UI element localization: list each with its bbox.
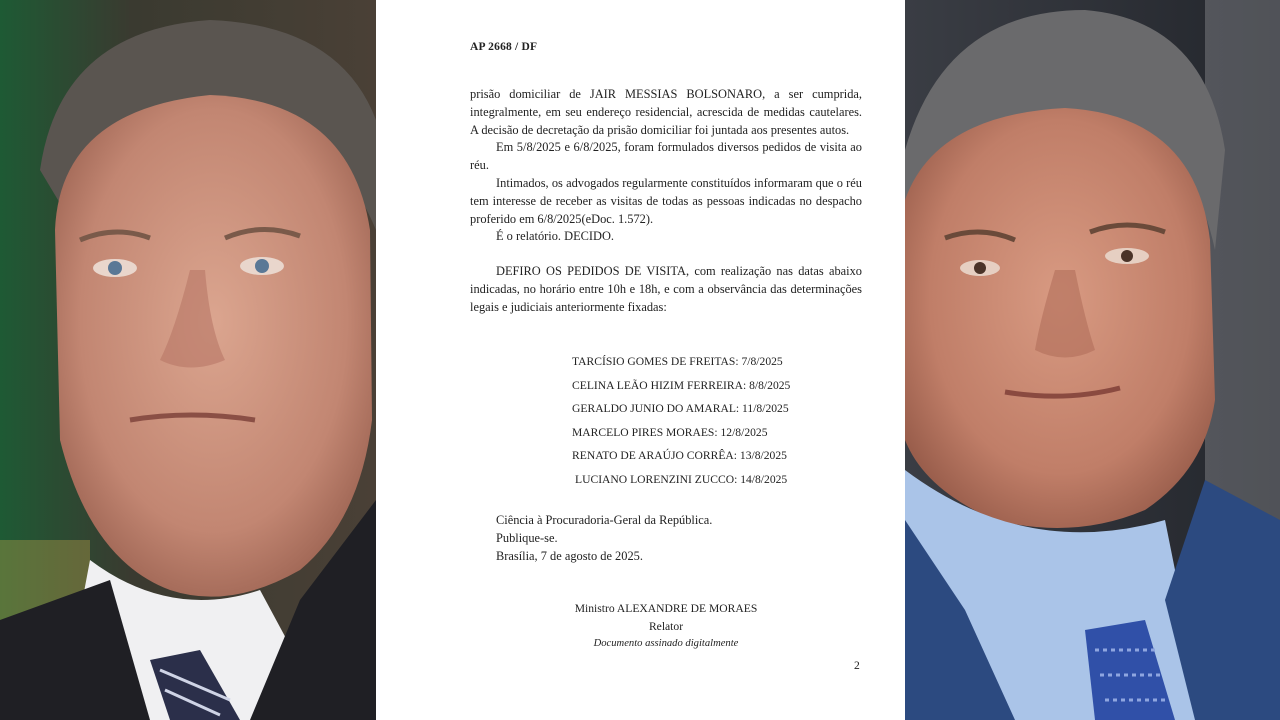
list-item: TARCÍSIO GOMES DE FREITAS: 7/8/2025 [572, 355, 783, 368]
list-item: MARCELO PIRES MORAES: 12/8/2025 [572, 425, 768, 439]
paragraph-intro: prisão domiciliar de JAIR MESSIAS BOLSONARO, a ser cumprida, integralmente, em seu endereço residencial, acrescida de medidas cautelares. A decisão de decretação da prisão domiciliar foi juntada aos presentes autos. [470, 87, 862, 137]
closing-block [496, 511, 712, 565]
visit-list [572, 350, 812, 491]
left-portrait-photo [0, 0, 376, 720]
paragraph-report: É o relatório. DECIDO. [496, 229, 615, 244]
right-portrait-photo [905, 0, 1280, 720]
document-body [470, 86, 862, 317]
list-item: RENATO DE ARAÚJO CORRÊA: 13/8/2025 [572, 449, 787, 462]
signature-block [516, 600, 816, 653]
document-page [376, 0, 905, 720]
paragraph-requests: Em 5/8/2025 e 6/8/2025, foram formulados diversos pedidos de visita ao réu. [470, 140, 862, 173]
paragraph-decision: DEFIRO OS PEDIDOS DE VISITA, com realização nas datas abaixo indicadas, no horário entre 10h e 18h, e com a observância das determinações legais e judiciais anteriormente fixadas: [470, 264, 862, 314]
closing-line: Ciência à Procuradoria-Geral da República. [496, 513, 713, 527]
closing-line: Publique-se. [496, 531, 558, 545]
list-item: LUCIANO LORENZINI ZUCCO: 14/8/2025 [575, 472, 788, 486]
list-item: GERALDO JUNIO DO AMARAL: 11/8/2025 [572, 402, 789, 415]
signature-name: Ministro ALEXANDRE DE MORAES [574, 602, 758, 615]
signature-role: Relator [648, 619, 684, 633]
document-header: AP 2668 / DF [470, 41, 538, 53]
paragraph-lawyers: Intimados, os advogados regularmente constituídos informaram que o réu tem interesse de receber as visitas de todas as pessoas indicadas no despacho proferido em 6/8/2025(eDoc. 1.572). [470, 175, 862, 226]
list-item: CELINA LEÃO HIZIM FERREIRA: 8/8/2025 [572, 378, 791, 392]
signature-note: Documento assinado digitalmente [593, 638, 739, 649]
page-number: 2 [854, 659, 860, 672]
closing-line: Brasília, 7 de agosto de 2025. [496, 549, 643, 563]
